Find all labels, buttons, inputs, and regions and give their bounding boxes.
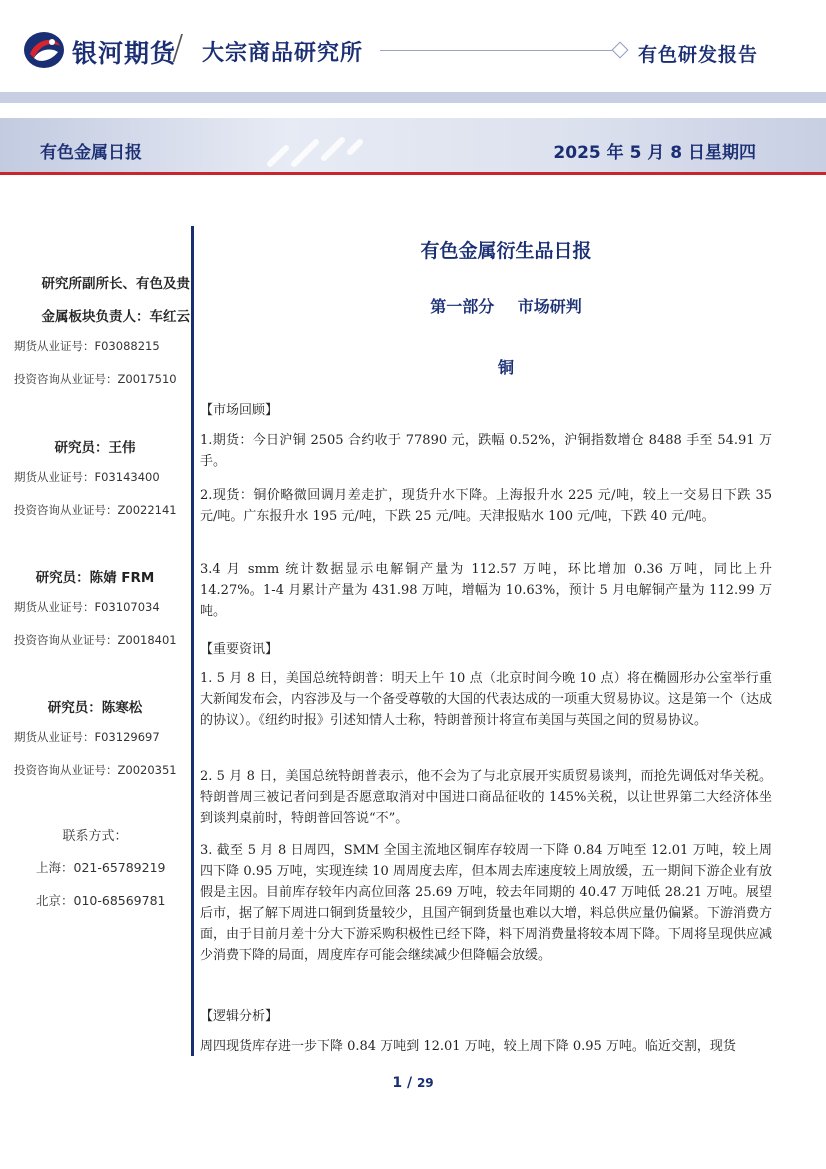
header-rule xyxy=(380,50,612,51)
page-header xyxy=(0,0,826,92)
header-band xyxy=(0,92,826,103)
r1-cert-futures: 期货从业证号：F03143400 xyxy=(14,470,160,484)
report-type: 有色研发报告 xyxy=(638,44,759,66)
company-name: 银河期货 xyxy=(72,39,177,68)
lead-cert-invest: 投资咨询从业证号：Z0017510 xyxy=(14,372,177,386)
lead-role-line1: 研究所副所长、有色及贵 xyxy=(41,276,190,292)
total-pages: 29 xyxy=(416,1076,434,1090)
review-spot: 2.现货：铜价略微回调月差走扩，现货升水下降。上海报升水 225 元/吨，较上一交易日下跌 35 元/吨。广东报升水 195 元/吨，下跌 25 元/吨。天津报贴水 100 元/吨，下跌 40 元/吨。 xyxy=(200,488,772,524)
diamond-icon xyxy=(612,42,629,59)
page-number: 1 / 29 xyxy=(392,1075,434,1091)
review-production: 3.4 月 smm 统计数据显示电解铜产量为 112.57 万吨，环比增加 0.36 万吨，同比上升 14.27%。1-4 月累计产量为 431.98 万吨，增幅为 10.63%，预计 5 月电解铜产量为 112.99 万吨。 xyxy=(200,562,772,619)
section-logic-analysis: 【逻辑分析】 xyxy=(200,1009,279,1024)
r2-cert-futures: 期货从业证号：F03107034 xyxy=(14,600,160,614)
logic-paragraph: 周四现货库存进一步下降 0.84 万吨到 12.01 万吨，较上周下降 0.95 万吨。临近交割，现货 xyxy=(200,1039,736,1054)
sidebar-divider xyxy=(191,226,194,1056)
lead-cert-futures: 期货从业证号：F03088215 xyxy=(14,339,160,353)
researcher-3-name: 研究员：陈寒松 xyxy=(47,700,143,716)
news-item-2: 2. 5 月 8 日，美国总统特朗普表示，他不会为了与北京展开实质贸易谈判，而抢先调低对华关税。特朗普周三被记者问到是否愿意取消对中国进口商品征收的 145%关税，以让世界第二大经济体坐到谈判桌前时，特朗普回答说“不”。 xyxy=(200,769,772,826)
contact-beijing: 北京：010-68569781 xyxy=(36,893,166,908)
decorative-lines xyxy=(260,118,400,172)
band-title: 有色金属日报 xyxy=(40,143,142,163)
news-item-1: 1. 5 月 8 日，美国总统特朗普：明天上午 10 点（北京时间今晚 10 点）将在椭圆形办公室举行重大新闻发布会，内容涉及与一个备受尊敬的大国的代表达成的一项重大贸易协议。这是第一个（达成的协议）。《纽约时报》引述知情人士称，特朗普预计将宣布美国与英国之间的贸易协议。 xyxy=(200,671,773,728)
part-title: 第一部分 市场研判 xyxy=(430,297,582,316)
researcher-2-name: 研究员：陈婧 FRM xyxy=(35,570,155,586)
contact-shanghai: 上海：021-65789219 xyxy=(36,860,166,875)
r1-cert-invest: 投资咨询从业证号：Z0022141 xyxy=(14,503,177,517)
lead-role-line2: 金属板块负责人：车红云 xyxy=(41,309,190,325)
news-item-3: 3. 截至 5 月 8 日周四，SMM 全国主流地区铜库存较周一下降 0.84 万吨至 12.01 万吨，较上周四下降 0.95 万吨，实现连续 10 周周度去库，但本周去库速度较上周放缓，五一期间下游企业有放假是主因。目前库存较年内高位回落 25.69 万吨，较去年同期的 40.47 万吨低 28.21 万吨。展望后市，据了解下周进口铜到货量较少，且国产铜到货量也难以大增，料总供应量仍偏紧。下游消费方面，由于目前月差十分大下游采购积极性已经下降，料下周消费量将较本周下降。下周将呈现供应减少消费下降的局面，周度库存可能会继续减少但降幅会放缓。 xyxy=(200,843,773,963)
r2-cert-invest: 投资咨询从业证号：Z0018401 xyxy=(14,633,177,647)
review-futures: 1.期货：今日沪铜 2505 合约收于 77890 元，跌幅 0.52%，沪铜指数增仓 8488 手至 54.91 万手。 xyxy=(200,433,772,469)
contact-label: 联系方式： xyxy=(62,829,128,844)
institute-name: 大宗商品研究所 xyxy=(202,41,364,66)
header-red-rule xyxy=(0,172,826,175)
researcher-1-name: 研究员：王伟 xyxy=(54,440,136,456)
report-date: 2025 年 5 月 8 日星期四 xyxy=(553,143,756,163)
metal-title: 铜 xyxy=(497,358,514,377)
r3-cert-futures: 期货从业证号：F03129697 xyxy=(14,730,160,744)
report-title: 有色金属衍生品日报 xyxy=(420,240,592,262)
section-market-review: 【市场回顾】 xyxy=(200,403,279,418)
header-divider: / xyxy=(172,28,184,68)
section-key-news: 【重要资讯】 xyxy=(200,642,279,657)
r3-cert-invest: 投资咨询从业证号：Z0020351 xyxy=(14,763,177,777)
current-page: 1 xyxy=(392,1075,403,1091)
galaxy-logo-icon xyxy=(22,30,66,70)
